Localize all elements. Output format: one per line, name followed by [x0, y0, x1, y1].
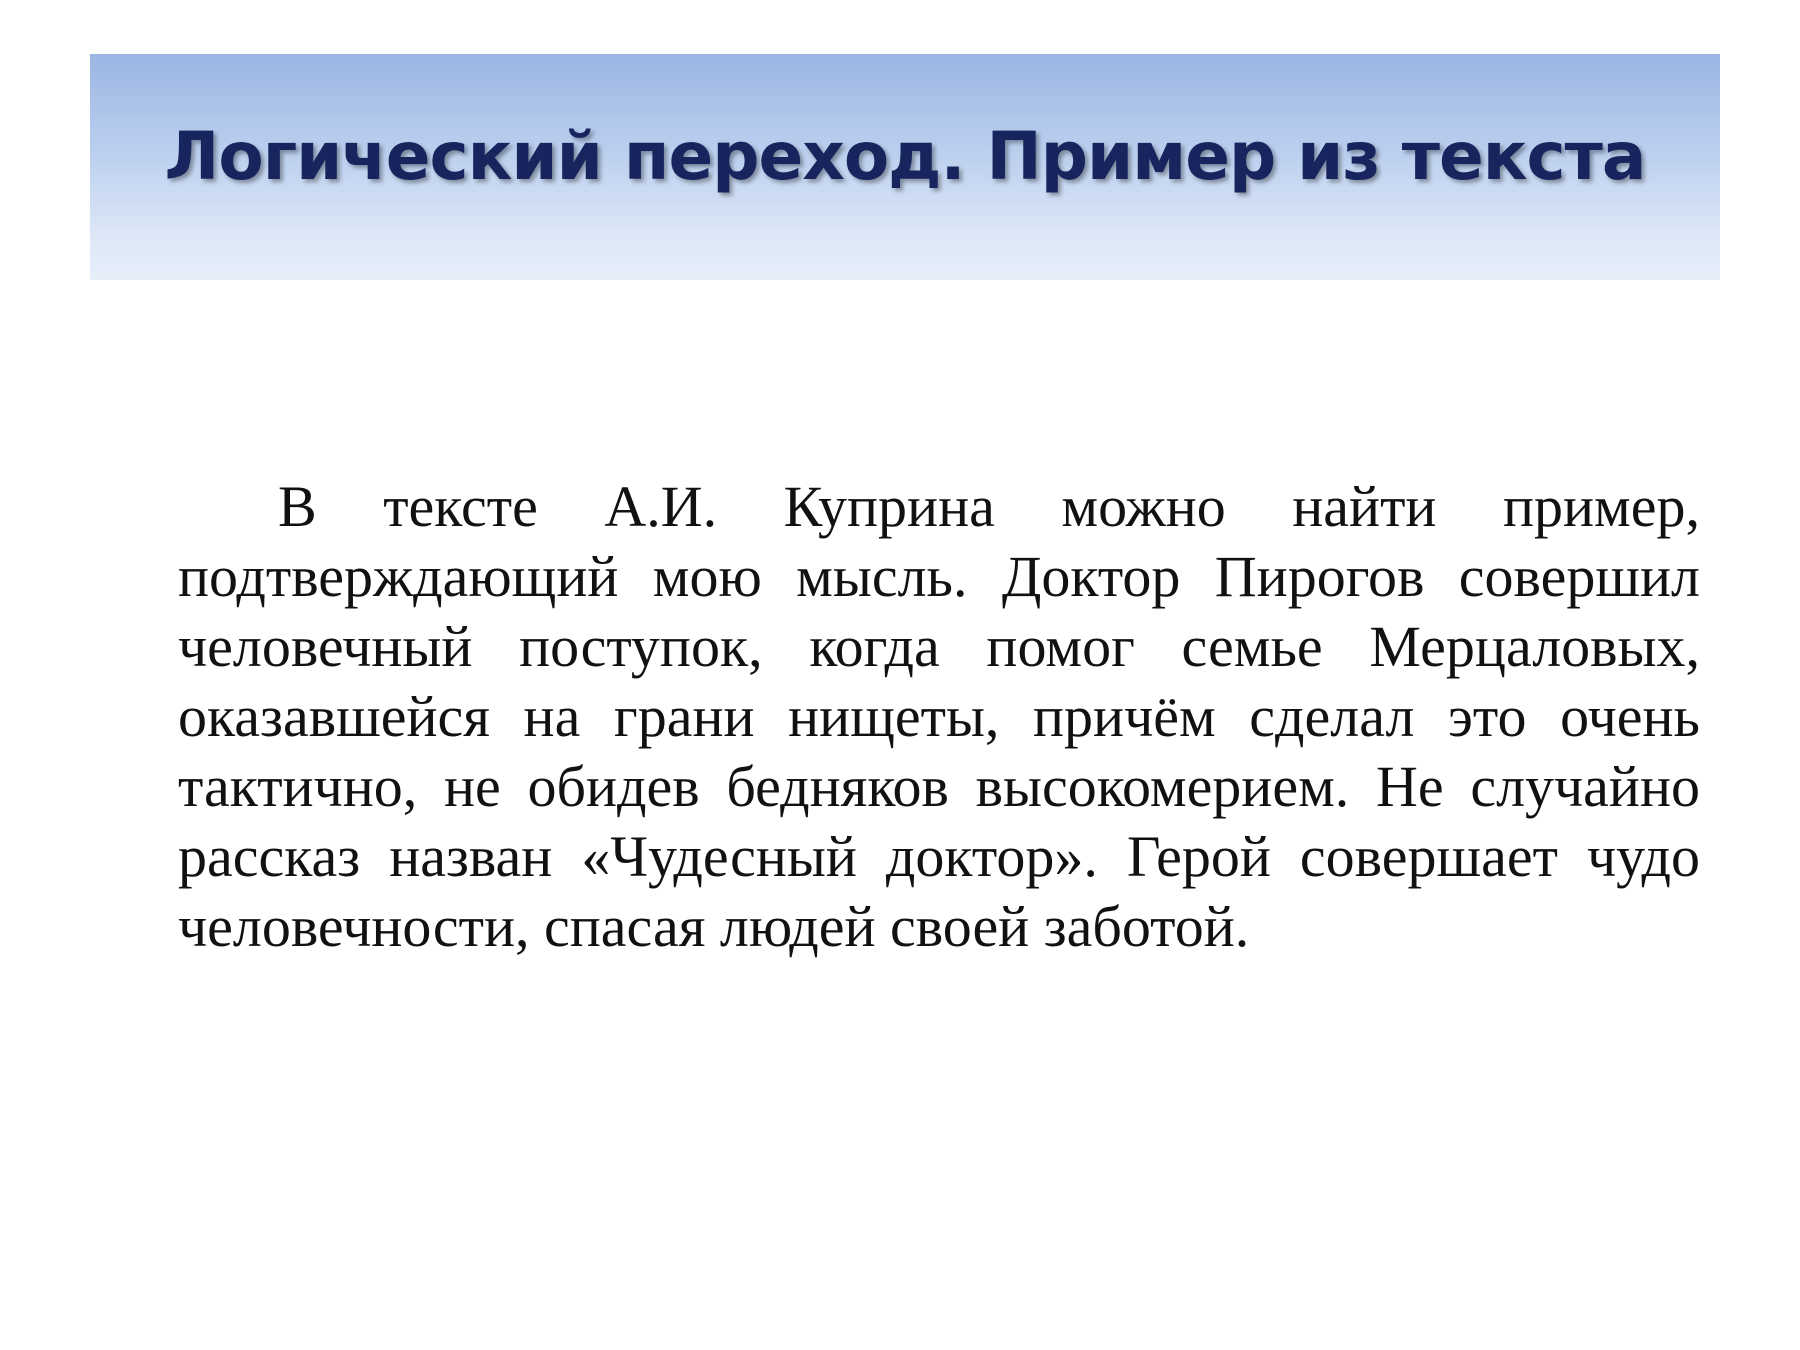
body-paragraph: В тексте А.И. Куприна можно найти пример, подтверждающий мою мысль. Доктор Пирогов совершил человечный поступок, когда помог семье Мерцаловых, оказавшейся на грани нищеты, причём сделал это очень тактично, не обидев бедняков высокомерием. Не случайно рассказ назван «Чудесный доктор». Герой совершает чудо человечности, спасая людей своей заботой.	[178, 474, 1700, 959]
slide-title: Логический переход. Пример из текста	[164, 117, 1646, 195]
title-banner	[90, 54, 1720, 280]
